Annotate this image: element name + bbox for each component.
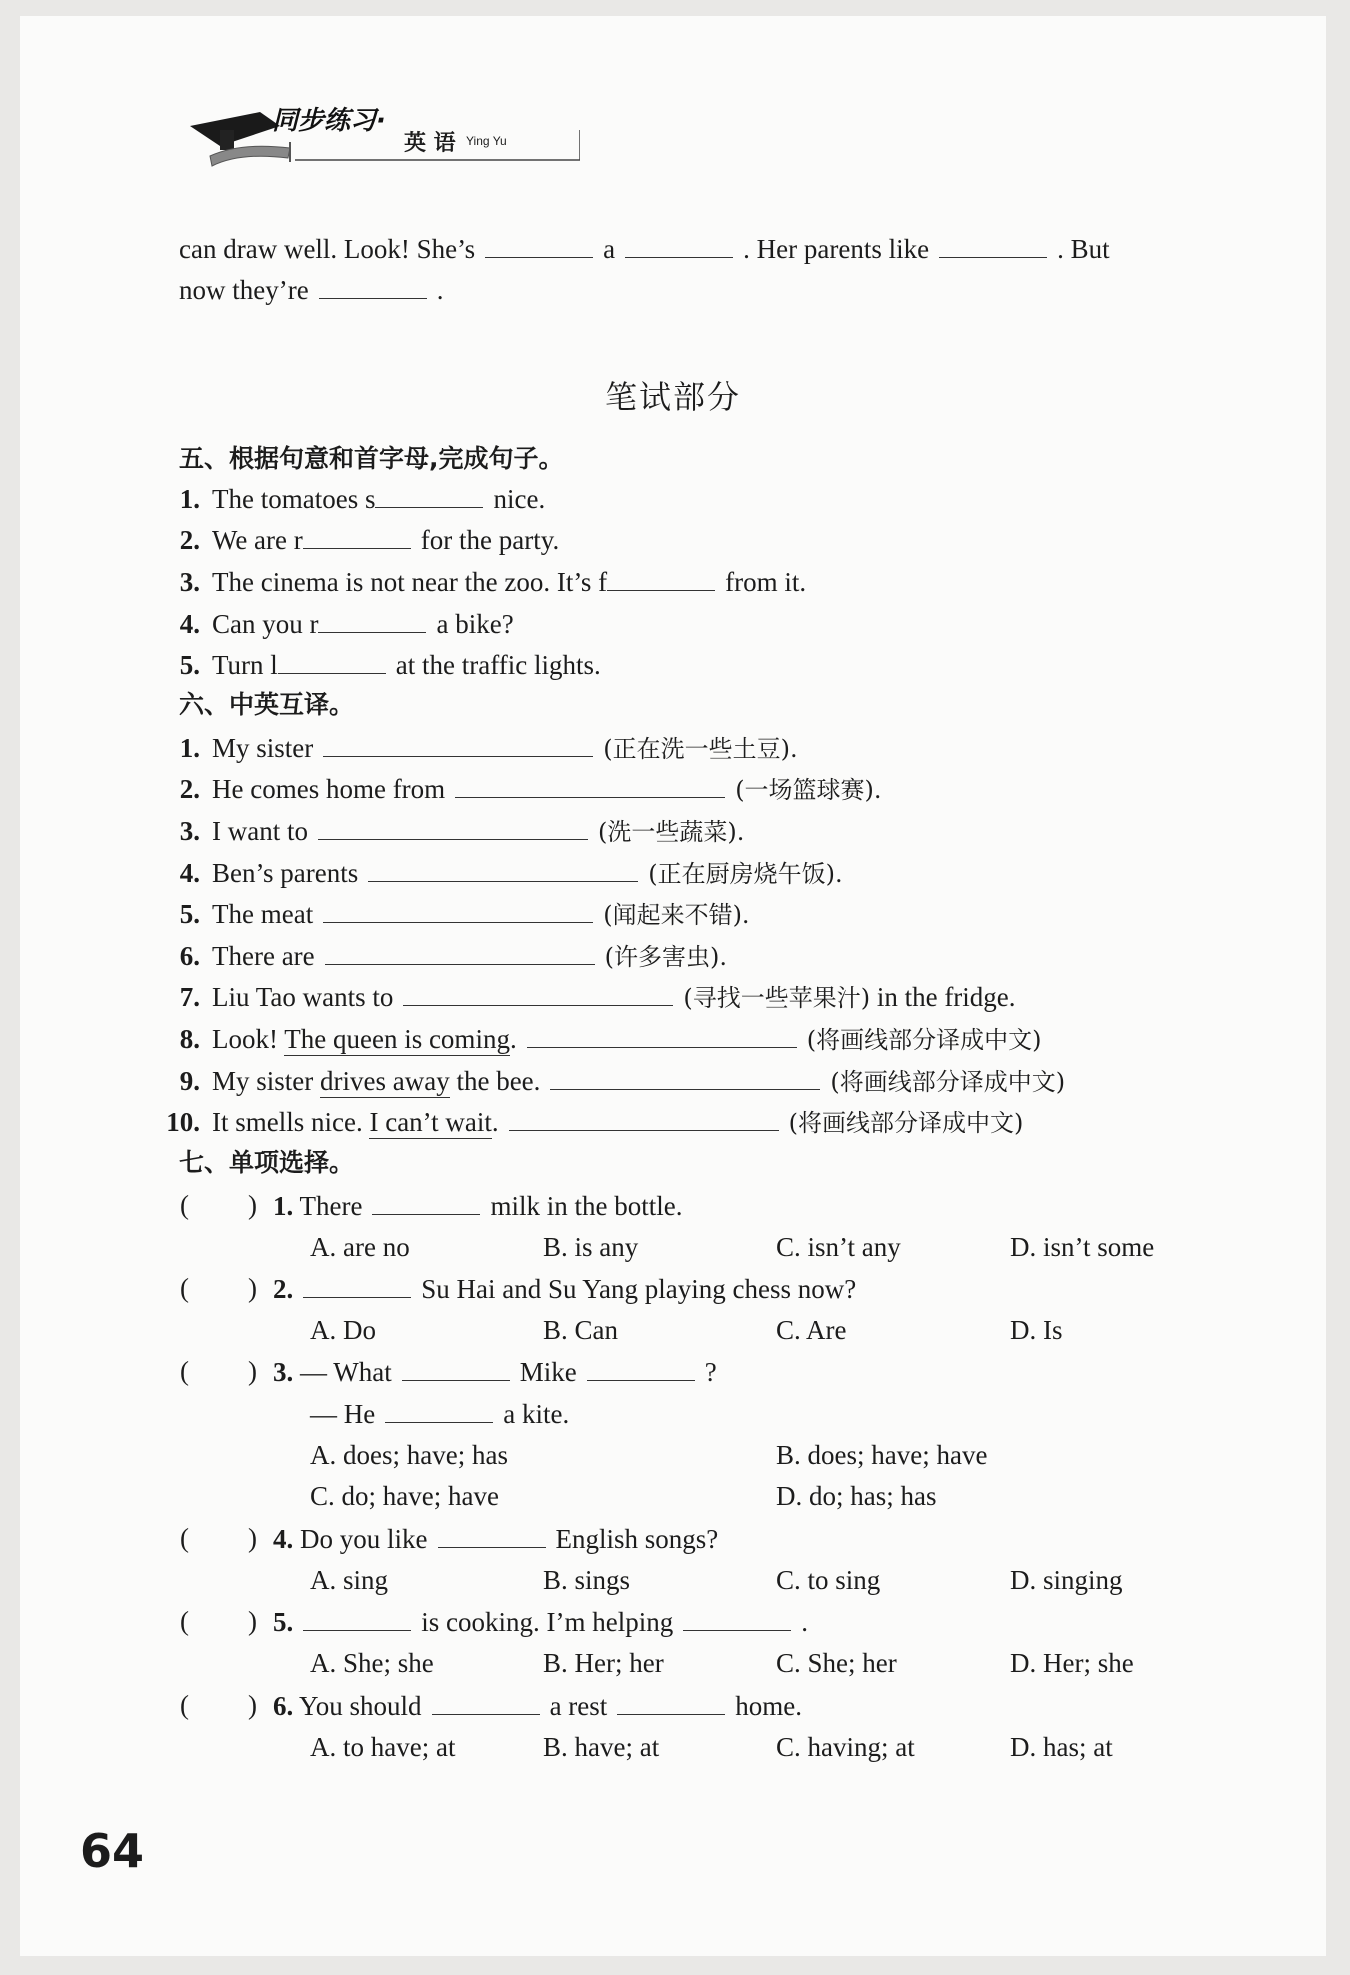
- s6-item-9: 9. My sister drives away the bee. (将画线部分译成中文): [160, 1063, 1065, 1099]
- blank[interactable]: [278, 647, 386, 674]
- header-series-title: 同步练习·: [272, 106, 386, 136]
- blank[interactable]: [325, 938, 595, 965]
- blank[interactable]: [318, 606, 426, 633]
- q2-option-a[interactable]: A. Do: [310, 1315, 376, 1345]
- s5-item-3: 3. The cinema is not near the zoo. It’s f from it.: [160, 564, 806, 599]
- q4-option-c[interactable]: C. to sing: [776, 1565, 881, 1595]
- q5-stem: 5. is cooking. I’m helping .: [273, 1604, 808, 1639]
- underlined-phrase: drives away: [320, 1066, 450, 1096]
- section-5-title: 五、根据句意和首字母,完成句子。: [179, 444, 564, 473]
- q4-stem: 4. Do you like English songs?: [273, 1521, 718, 1556]
- q6-option-b[interactable]: B. have; at: [543, 1732, 660, 1762]
- q6-option-d[interactable]: D. has; at: [1010, 1732, 1113, 1762]
- q1-stem: 1. There milk in the bottle.: [273, 1188, 682, 1223]
- q5-option-a[interactable]: A. She; she: [310, 1648, 434, 1678]
- s5-item-4: 4. Can you r a bike?: [160, 606, 514, 641]
- q2-option-b[interactable]: B. Can: [543, 1315, 619, 1345]
- answer-paren-open: (: [180, 1190, 189, 1220]
- blank[interactable]: [617, 1688, 725, 1715]
- underlined-phrase: I can’t wait: [369, 1107, 492, 1137]
- answer-paren-open: (: [180, 1606, 189, 1636]
- blank[interactable]: [509, 1104, 779, 1131]
- q5-option-d[interactable]: D. Her; she: [1010, 1648, 1134, 1678]
- blank[interactable]: [385, 1396, 493, 1423]
- blank[interactable]: [939, 231, 1047, 258]
- answer-paren-open: (: [180, 1690, 189, 1720]
- answer-paren-open: (: [180, 1273, 189, 1303]
- s6-item-10: 10. It smells nice. I can’t wait. (将画线部分译成中文): [160, 1104, 1023, 1140]
- q6-stem: 6. You should a rest home.: [273, 1688, 802, 1723]
- q3-option-a[interactable]: A. does; have; has: [310, 1440, 508, 1470]
- q5-option-b[interactable]: B. Her; her: [543, 1648, 664, 1678]
- s6-item-2: 2. He comes home from (一场篮球赛).: [160, 771, 882, 807]
- workbook-page: [20, 16, 1326, 1956]
- blank[interactable]: [303, 522, 411, 549]
- answer-paren-close: ): [248, 1690, 257, 1720]
- q2-option-c[interactable]: C. Are: [776, 1315, 847, 1345]
- blank[interactable]: [485, 231, 593, 258]
- blank[interactable]: [438, 1521, 546, 1548]
- written-test-title: 笔试部分: [604, 378, 741, 416]
- section-6-title: 六、中英互译。: [179, 690, 355, 719]
- answer-paren-open: (: [180, 1523, 189, 1553]
- q3-option-c[interactable]: C. do; have; have: [310, 1481, 499, 1511]
- blank[interactable]: [402, 1354, 510, 1381]
- q1-option-c[interactable]: C. isn’t any: [776, 1232, 901, 1262]
- answer-paren-close: ): [248, 1523, 257, 1553]
- s5-item-2: 2. We are r for the party.: [160, 522, 559, 557]
- blank[interactable]: [303, 1604, 411, 1631]
- s6-item-5: 5. The meat (闻起来不错).: [160, 896, 750, 932]
- q5-option-c[interactable]: C. She; her: [776, 1648, 897, 1678]
- s6-item-1: 1. My sister (正在洗一些土豆).: [160, 730, 798, 766]
- blank[interactable]: [368, 855, 638, 882]
- q3-option-b[interactable]: B. does; have; have: [776, 1440, 988, 1470]
- header-subject: 英 语: [404, 131, 456, 156]
- q3-option-d[interactable]: D. do; has; has: [776, 1481, 937, 1511]
- blank[interactable]: [550, 1063, 820, 1090]
- answer-paren-close: ): [248, 1356, 257, 1386]
- s6-item-8: 8. Look! The queen is coming. (将画线部分译成中文): [160, 1021, 1041, 1057]
- blank[interactable]: [319, 272, 427, 299]
- blank[interactable]: [318, 813, 588, 840]
- blank[interactable]: [587, 1354, 695, 1381]
- q2-stem: 2. Su Hai and Su Yang playing chess now?: [273, 1271, 856, 1306]
- answer-paren-open: (: [180, 1356, 189, 1386]
- blank[interactable]: [625, 231, 733, 258]
- q4-option-a[interactable]: A. sing: [310, 1565, 389, 1595]
- q1-option-a[interactable]: A. are no: [310, 1232, 410, 1262]
- s5-item-5: 5. Turn l at the traffic lights.: [160, 647, 601, 682]
- answer-paren-close: ): [248, 1273, 257, 1303]
- blank[interactable]: [432, 1688, 540, 1715]
- section-7-title: 七、单项选择。: [179, 1148, 355, 1177]
- blank[interactable]: [607, 564, 715, 591]
- blank[interactable]: [403, 979, 673, 1006]
- page-number: 64: [80, 1824, 145, 1878]
- header-pinyin: Ying Yu: [466, 134, 507, 148]
- intro-line-2: now they’re .: [179, 272, 443, 307]
- q3-stem: 3. — What Mike ?: [273, 1354, 717, 1389]
- q4-option-b[interactable]: B. sings: [543, 1565, 631, 1595]
- blank[interactable]: [527, 1021, 797, 1048]
- blank[interactable]: [323, 730, 593, 757]
- blank[interactable]: [303, 1271, 411, 1298]
- q1-option-d[interactable]: D. isn’t some: [1010, 1232, 1155, 1262]
- s5-item-1: 1. The tomatoes s nice.: [160, 481, 545, 516]
- q6-option-a[interactable]: A. to have; at: [310, 1732, 456, 1762]
- underlined-phrase: The queen is coming: [284, 1024, 510, 1054]
- answer-paren-close: ): [248, 1190, 257, 1220]
- q2-option-d[interactable]: D. Is: [1010, 1315, 1063, 1345]
- answer-paren-close: ): [248, 1606, 257, 1636]
- q3-stem-reply: — He a kite.: [310, 1396, 569, 1431]
- q6-option-c[interactable]: C. having; at: [776, 1732, 915, 1762]
- intro-line-1: can draw well. Look! She’s a . Her parents like . But: [179, 231, 1110, 266]
- s6-item-7: 7. Liu Tao wants to (寻找一些苹果汁) in the fridge.: [160, 979, 1016, 1015]
- q4-option-d[interactable]: D. singing: [1010, 1565, 1123, 1595]
- s6-item-6: 6. There are (许多害虫).: [160, 938, 727, 974]
- blank[interactable]: [683, 1604, 791, 1631]
- q1-option-b[interactable]: B. is any: [543, 1232, 639, 1262]
- s6-item-3: 3. I want to (洗一些蔬菜).: [160, 813, 744, 849]
- blank[interactable]: [323, 896, 593, 923]
- blank[interactable]: [455, 771, 725, 798]
- blank[interactable]: [375, 481, 483, 508]
- s6-item-4: 4. Ben’s parents (正在厨房烧午饭).: [160, 855, 843, 891]
- blank[interactable]: [372, 1188, 480, 1215]
